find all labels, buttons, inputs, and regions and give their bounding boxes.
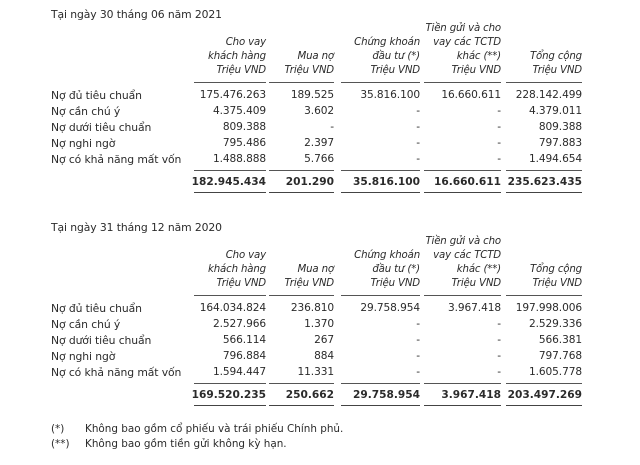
column-header-line: khách hàng (207, 51, 266, 62)
subtotal-rule (194, 383, 266, 384)
subtotal-rule (269, 170, 334, 171)
column-header-line: Triệu VND (370, 65, 420, 76)
table-cell: 4.375.409 (212, 105, 266, 117)
table-cell: - (497, 153, 501, 165)
footnote-mark: (**) (51, 438, 70, 450)
subtotal-rule (424, 170, 501, 171)
table-cell: - (416, 334, 420, 346)
total-cell: 35.816.100 (352, 176, 420, 188)
column-header-line: Tổng cộng (529, 264, 582, 275)
row-label: Nợ cần chú ý (51, 105, 121, 118)
total-cell: 16.660.611 (433, 176, 501, 188)
column-header-line: khách hàng (207, 264, 266, 275)
header-underline (341, 82, 420, 83)
table-cell: 164.034.824 (199, 302, 266, 314)
table-cell: - (416, 105, 420, 117)
table-cell: - (497, 366, 501, 378)
footnote-text: Không bao gồm tiền gửi không kỳ hạn. (85, 438, 287, 450)
table-cell: 4.379.011 (528, 105, 582, 117)
column-header (476, 50, 582, 78)
header-underline (269, 82, 334, 83)
row-label: Nợ nghi ngờ (51, 137, 116, 150)
header-underline (269, 295, 334, 296)
subtotal-rule (341, 383, 420, 384)
total-cell: 235.623.435 (507, 176, 582, 188)
row-label: Nợ có khả năng mất vốn (51, 153, 182, 166)
footnote-mark: (*) (51, 423, 65, 435)
table-cell: 809.388 (538, 121, 582, 133)
subtotal-rule (506, 170, 582, 171)
column-header-line: Tiền gửi và cho (425, 236, 501, 247)
table-cell: 1.594.447 (212, 366, 266, 378)
column-header-line: Triệu VND (451, 65, 501, 76)
total-double-rule (194, 192, 266, 193)
column-header-line: Triệu VND (216, 278, 266, 289)
row-label: Nợ đủ tiêu chuẩn (51, 89, 142, 102)
section-title: Tại ngày 30 tháng 06 năm 2021 (51, 8, 222, 21)
column-header-line: Cho vay (225, 37, 266, 48)
table-cell: - (497, 350, 501, 362)
table-cell: - (416, 318, 420, 330)
row-label: Nợ có khả năng mất vốn (51, 366, 182, 379)
column-header-line: Chứng khoán (354, 37, 420, 48)
table-cell: 1.605.778 (528, 366, 582, 378)
subtotal-rule (269, 383, 334, 384)
table-cell: - (330, 121, 334, 133)
table-cell: 29.758.954 (360, 302, 420, 314)
total-cell: 201.290 (285, 176, 334, 188)
header-underline (194, 295, 266, 296)
column-header-line: Triệu VND (451, 278, 501, 289)
header-underline (506, 82, 582, 83)
column-header-line: Mua nợ (297, 51, 334, 62)
header-underline (424, 82, 501, 83)
table-cell: 809.388 (222, 121, 266, 133)
total-double-rule (194, 405, 266, 406)
total-cell: 169.520.235 (191, 389, 266, 401)
table-cell: 189.525 (290, 89, 334, 101)
total-double-rule (269, 192, 334, 193)
table-cell: 2.527.966 (212, 318, 266, 330)
column-header-line: Chứng khoán (354, 250, 420, 261)
table-cell: 797.883 (538, 137, 582, 149)
column-header-line: Triệu VND (370, 278, 420, 289)
column-header-line: khác (**) (456, 264, 501, 275)
table-cell: 2.529.336 (528, 318, 582, 330)
table-cell: 566.114 (222, 334, 266, 346)
total-double-rule (424, 405, 501, 406)
column-header-line: đầu tư (*) (372, 264, 420, 275)
total-double-rule (269, 405, 334, 406)
total-cell: 182.945.434 (191, 176, 266, 188)
table-cell: - (497, 334, 501, 346)
table-cell: 236.810 (290, 302, 334, 314)
table-cell: 5.766 (304, 153, 334, 165)
total-double-rule (424, 192, 501, 193)
table-cell: 197.998.006 (515, 302, 582, 314)
column-header-line: Tổng cộng (529, 51, 582, 62)
row-label: Nợ dưới tiêu chuẩn (51, 334, 152, 347)
table-cell: 3.602 (304, 105, 334, 117)
column-header-line: Triệu VND (532, 65, 582, 76)
header-underline (424, 295, 501, 296)
total-cell: 29.758.954 (352, 389, 420, 401)
column-header-line: Triệu VND (284, 278, 334, 289)
header-underline (506, 295, 582, 296)
row-label: Nợ cần chú ý (51, 318, 121, 331)
subtotal-rule (341, 170, 420, 171)
total-double-rule (341, 405, 420, 406)
column-header-line: Triệu VND (532, 278, 582, 289)
subtotal-rule (194, 170, 266, 171)
table-cell: 11.331 (297, 366, 334, 378)
table-cell: - (416, 153, 420, 165)
total-cell: 3.967.418 (441, 389, 501, 401)
column-header-line: Triệu VND (284, 65, 334, 76)
column-header (476, 263, 582, 291)
table-cell: 1.488.888 (212, 153, 266, 165)
column-header-line: Mua nợ (297, 264, 334, 275)
row-label: Nợ nghi ngờ (51, 350, 116, 363)
table-cell: 1.494.654 (528, 153, 582, 165)
table-cell: 566.381 (538, 334, 582, 346)
column-header-line: đầu tư (*) (372, 51, 420, 62)
table-cell: 884 (314, 350, 334, 362)
table-cell: - (497, 318, 501, 330)
header-underline (341, 295, 420, 296)
column-header-line: vay các TCTD (433, 250, 501, 261)
table-cell: 795.486 (222, 137, 266, 149)
row-label: Nợ đủ tiêu chuẩn (51, 302, 142, 315)
header-underline (194, 82, 266, 83)
footnote-text: Không bao gồm cổ phiếu và trái phiếu Chính phủ. (85, 423, 344, 435)
table-cell: 228.142.499 (515, 89, 582, 101)
subtotal-rule (506, 383, 582, 384)
table-cell: 35.816.100 (360, 89, 420, 101)
table-cell: - (497, 105, 501, 117)
table-cell: 1.370 (304, 318, 334, 330)
column-header-line: Triệu VND (216, 65, 266, 76)
table-cell: - (416, 137, 420, 149)
table-cell: - (416, 121, 420, 133)
row-label: Nợ dưới tiêu chuẩn (51, 121, 152, 134)
table-cell: 267 (314, 334, 334, 346)
table-cell: 2.397 (304, 137, 334, 149)
table-cell: - (416, 366, 420, 378)
table-cell: 797.768 (538, 350, 582, 362)
column-header-line: vay các TCTD (433, 37, 501, 48)
table-cell: 16.660.611 (441, 89, 501, 101)
table-cell: 175.476.263 (199, 89, 266, 101)
total-double-rule (506, 405, 582, 406)
table-cell: - (497, 137, 501, 149)
table-cell: 3.967.418 (447, 302, 501, 314)
table-cell: 796.884 (222, 350, 266, 362)
column-header-line: khác (**) (456, 51, 501, 62)
column-header-line: Tiền gửi và cho (425, 23, 501, 34)
subtotal-rule (424, 383, 501, 384)
column-header-line: Cho vay (225, 250, 266, 261)
total-double-rule (341, 192, 420, 193)
total-double-rule (506, 192, 582, 193)
total-cell: 250.662 (285, 389, 334, 401)
table-cell: - (497, 121, 501, 133)
section-title: Tại ngày 31 tháng 12 năm 2020 (51, 221, 222, 234)
total-cell: 203.497.269 (507, 389, 582, 401)
table-cell: - (416, 350, 420, 362)
